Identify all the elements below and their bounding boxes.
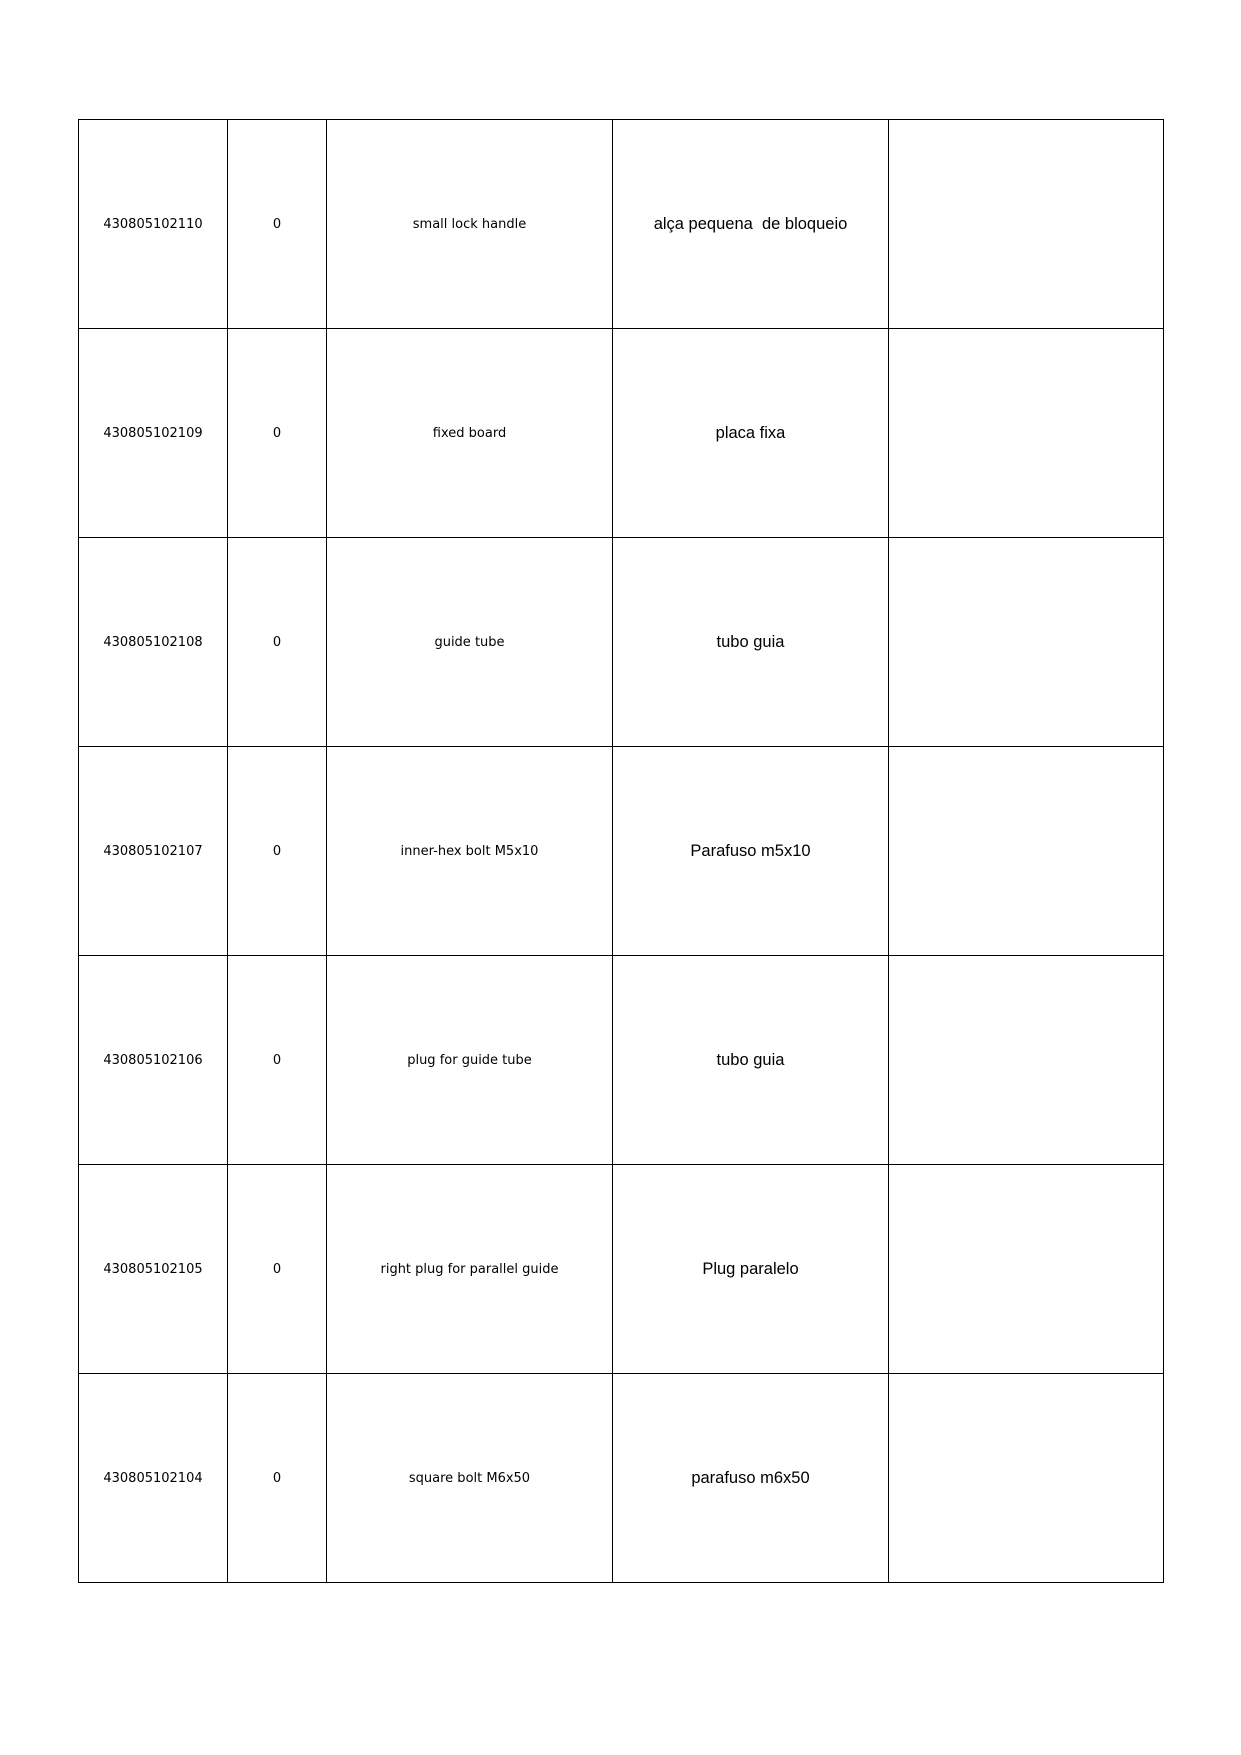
part-code: 430805102105 (79, 1165, 228, 1374)
part-name-portuguese: placa fixa (613, 329, 889, 538)
part-quantity: 0 (228, 1374, 327, 1583)
table-row (79, 1165, 1164, 1374)
part-name-english: guide tube (327, 538, 613, 747)
part-name-english: inner-hex bolt M5x10 (327, 747, 613, 956)
part-notes (889, 1165, 1164, 1374)
part-name-english: fixed board (327, 329, 613, 538)
part-name-english: plug for guide tube (327, 956, 613, 1165)
part-name-portuguese: Parafuso m5x10 (613, 747, 889, 956)
part-name-portuguese: tubo guia (613, 956, 889, 1165)
part-quantity: 0 (228, 538, 327, 747)
part-quantity: 0 (228, 120, 327, 329)
part-name-english: small lock handle (327, 120, 613, 329)
part-name-portuguese: parafuso m6x50 (613, 1374, 889, 1583)
part-notes (889, 1374, 1164, 1583)
part-name-portuguese: tubo guia (613, 538, 889, 747)
part-notes (889, 956, 1164, 1165)
part-code: 430805102110 (79, 120, 228, 329)
table-row (79, 956, 1164, 1165)
parts-table-body (79, 120, 1164, 1583)
table-row (79, 1374, 1164, 1583)
part-code: 430805102106 (79, 956, 228, 1165)
parts-table (78, 119, 1164, 1583)
part-quantity: 0 (228, 956, 327, 1165)
table-row (79, 120, 1164, 329)
table-row (79, 747, 1164, 956)
part-code: 430805102107 (79, 747, 228, 956)
part-code: 430805102104 (79, 1374, 228, 1583)
part-name-portuguese: alça pequena de bloqueio (613, 120, 889, 329)
part-quantity: 0 (228, 329, 327, 538)
table-row (79, 538, 1164, 747)
part-quantity: 0 (228, 1165, 327, 1374)
part-quantity: 0 (228, 747, 327, 956)
part-notes (889, 747, 1164, 956)
part-notes (889, 538, 1164, 747)
table-row (79, 329, 1164, 538)
part-notes (889, 329, 1164, 538)
part-name-english: square bolt M6x50 (327, 1374, 613, 1583)
part-notes (889, 120, 1164, 329)
part-name-english: right plug for parallel guide (327, 1165, 613, 1374)
part-code: 430805102109 (79, 329, 228, 538)
part-code: 430805102108 (79, 538, 228, 747)
part-name-portuguese: Plug paralelo (613, 1165, 889, 1374)
